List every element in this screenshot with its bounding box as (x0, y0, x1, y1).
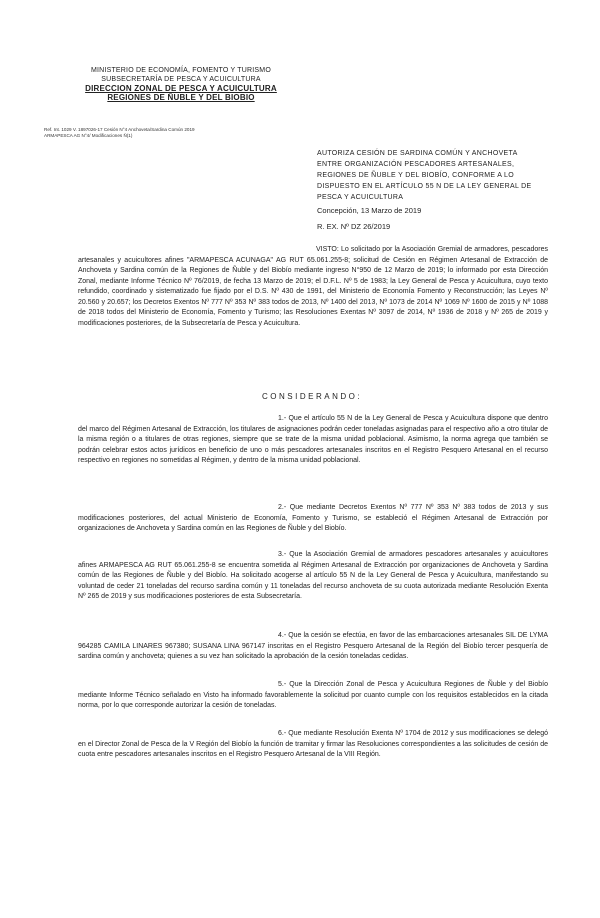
subject-block: AUTORIZA CESIÓN DE SARDINA COMÚN Y ANCHOVETA ENTRE ORGANIZACIÓN PESCADORES ARTESANALES, REGIONES DE ÑUBLE Y DEL BIOBÍO, CONFORME A LO DISPUESTO EN EL ARTÍCULO 55 N DE LA LEY GENERAL DE PESCA Y ACUICULTURA (317, 150, 532, 201)
reference-line-1: Ref. Int. 1029 V. 1897026-17 Cesión N°4 Anchoveta/Sardina Común 2019 (44, 127, 195, 132)
considerando-2-text: 2.- Que mediante Decretos Exentos Nº 777 Nº 353 Nº 383 todos de 2013 y sus modificaciones posteriores, del actual Ministerio de Economía, Fomento y Turismo, se estableció el Régimen Artesanal de Extracción por organizaciones de Anchoveta y Sardina común en las Regiones de Ñuble y del Biobío. (78, 504, 548, 532)
considerando-5-text: 5.- Que la Dirección Zonal de Pesca y Acuicultura Regiones de Ñuble y del Biobío mediante Informe Técnico señalado en Visto ha informado favorablemente la solicitud por cuanto cumple con los requisitos establecidos en la citada norma, por lo que corresponde autorizar la cesión de toneladas. (78, 681, 548, 709)
ministry-line: MINISTERIO DE ECONOMÍA, FOMENTO Y TURISMO (91, 67, 271, 74)
visto-text: Lo solicitado por la Asociación Gremial de armadores, pescadores artesanales y acuicultores afines "ARMAPESCA ACUNAGA" AG RUT 65.061.255-8; solicitud de Cesión en Régimen Artesanal de Extracción de Anchoveta y Sardina común de la Regiones de Ñuble y del Biobío mediante ingreso N°950 de 12 Marzo de 2019; lo informado por esta Dirección Zonal, mediante Informe Técnico Nº 76/2019, de fecha 13 Marzo de 2019; el D.F.L. Nº 5 de 1983; la Ley General de Pesca y Acuicultura, cuyo texto refundido, coordinado y sistematizado fue fijado por el D.S. Nº 430 de 1991, del Ministerio de Economía Fomento y Reconstrucción; las Leyes Nº 20.560 y 20.657; los Decretos Exentos Nº 777 Nº 353 Nº 383 todos de 2013, Nº 1400 del 2013, Nº 1073 de 2014 Nº 1069 Nº 1600 de 2015 y Nº 1088 de 2018 todos del Ministerio de Economía, Fomento y Turismo; las Resoluciones Exentas Nº 3097 de 2014, Nº 1936 de 2018 y Nº 265 de 2019 y modificaciones posteriores, de la Subsecretaría de Pesca y Acuicultura. (78, 246, 548, 327)
considerando-1-text: 1.- Que el artículo 55 N de la Ley General de Pesca y Acuicultura dispone que dentro del marco del Régimen Artesanal de Extracción, los titulares de asignaciones podrán ceder toneladas asignadas para el respectivo año a otro titular de la misma región o a titulares de otras regiones, siempre que se trate de la misma unidad poblacional. Asimismo, la norma agrega que también se podrán celebrar estos actos jurídicos en beneficio de uno o más pescadores artesanales inscritos en el Registro Pesquero Artesanal en el recurso respectivo en regiones no sometidas al Régimen, y dentro de la misma unidad poblacional. (78, 415, 548, 464)
resolution-number: R. EX. Nº DZ 26/2019 (317, 222, 391, 231)
considerando-5 (78, 680, 548, 712)
direccion-zonal-line: DIRECCION ZONAL DE PESCA Y ACUICULTURA (85, 84, 277, 93)
visto-label: VISTO: (316, 246, 339, 253)
reference-block (44, 127, 284, 139)
considerando-6 (78, 729, 548, 761)
considerando-2 (78, 503, 548, 535)
date-line: Concepción, 13 Marzo de 2019 (317, 206, 422, 215)
regiones-line: REGIONES DE ÑUBLE Y DEL BIOBIO (107, 93, 255, 102)
subsecretaria-line: SUBSECRETARÍA DE PESCA Y ACUICULTURA (101, 76, 261, 83)
considerando-3-text: 3.- Que la Asociación Gremial de armadores pescadores artesanales y acuicultores afines ARMAPESCA AG RUT 65.061.255-8 se encuentra sometida al Régimen Artesanal de Extracción por organizaciones de Anchoveta y Sardina común de las Regiones de Ñuble y del Biobío. Ha solicitado acogerse al artículo 55 N de la Ley General de Pesca y Acuicultura, manifestando su voluntad de ceder 21 toneladas del recurso sardina común y 11 toneladas del recurso anchoveta de su cuota autorizada mediante Resolución Exenta Nº 265 de 2019 y sus modificaciones posteriores de esta Subsecretaría. (78, 551, 548, 600)
considerando-1 (78, 414, 548, 467)
considerando-heading: CONSIDERANDO: (262, 392, 363, 401)
letterhead (66, 66, 296, 102)
visto-paragraph (78, 245, 548, 329)
reference-line-2: ARMAPESCA AG N°4/ Modificaciones Ñ(1) (44, 133, 133, 138)
considerando-3 (78, 550, 548, 603)
considerando-6-text: 6.- Que mediante Resolución Exenta Nº 1704 de 2012 y sus modificaciones se delegó en el Director Zonal de Pesca de la V Región del Biobío la función de tramitar y firmar las Resoluciones correspondientes a las solicitudes de cesión de cuota entre pescadores artesanales inscritos en el Registro Pesquero Artesanal de la VIII Región. (78, 730, 548, 758)
considerando-4-text: 4.- Que la cesión se efectúa, en favor de las embarcaciones artesanales SIL DE LYMA 964285 CAMILA LINARES 967380; SUSANA LINA 967147 inscritas en el Registro Pesquero Artesanal de la Región del Biobío tercer pesquería de sardina común y anchoveta; quienes a su vez han solicitado la aprobación de la cesión toneladas cedidas. (78, 632, 548, 660)
considerando-4 (78, 631, 548, 663)
